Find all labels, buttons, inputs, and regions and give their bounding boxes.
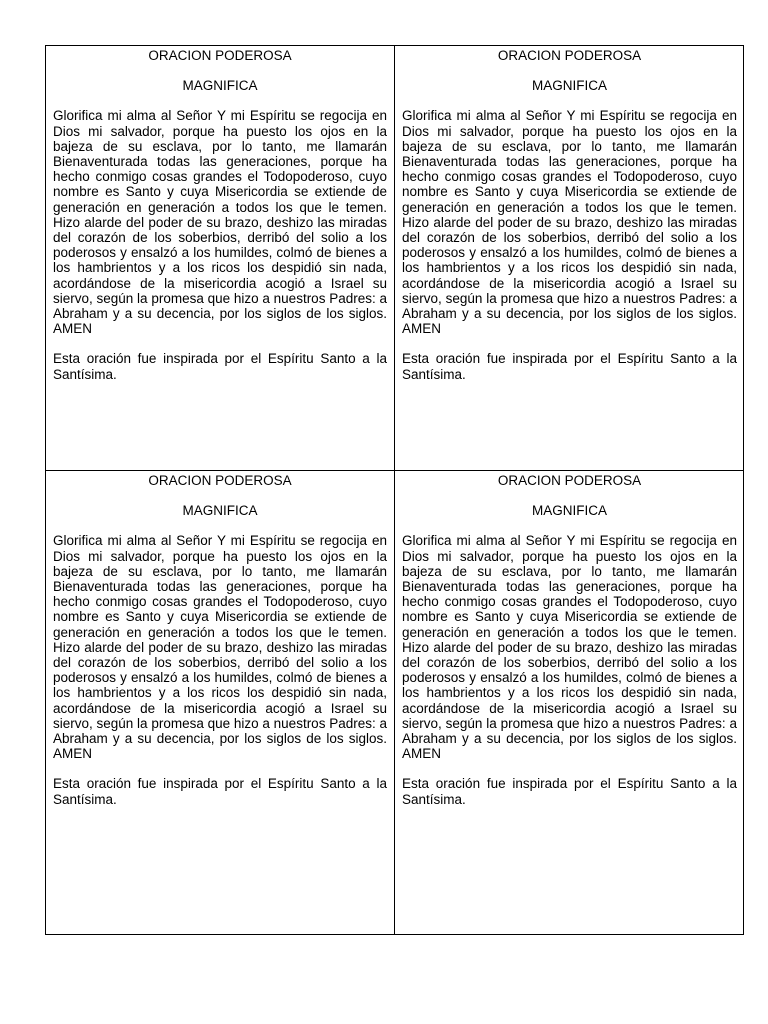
card-title: ORACION PODEROSA bbox=[148, 473, 292, 488]
card-title: ORACION PODEROSA bbox=[148, 48, 292, 63]
prayer-card-sheet bbox=[45, 45, 744, 935]
prayer-card-top-right bbox=[395, 46, 744, 471]
card-prayer-text: Glorifica mi alma al Señor Y mi Espíritu se regocija en Dios mi salvador, porque ha puesto los ojos en la bajeza de su esclava, por lo tanto, me llamarán Bienaventurada todas las generaciones, porque ha hecho conmigo cosas grandes el Todopoderoso, cuyo nombre es Santo y cuya Misericordia se extiende de generación en generación a todos los que le temen. Hizo alarde del poder de su brazo, deshizo las miradas del corazón de los soberbios, derribó del solio a los poderosos y ensalzó a los humildes, colmó de bienes a los hambrientos y a los ricos los despidió sin nada, acordándose de la misericordia acogió a Israel su siervo, según la promesa que hizo a nuestros Padres: a Abraham y a su decencia, por los siglos de los siglos. AMEN bbox=[53, 533, 387, 762]
card-title: ORACION PODEROSA bbox=[497, 473, 642, 488]
card-prayer-text: Glorifica mi alma al Señor Y mi Espíritu se regocija en Dios mi salvador, porque ha puesto los ojos en la bajeza de su esclava, por lo tanto, me llamarán Bienaventurada todas las generaciones, porque ha hecho conmigo cosas grandes el Todopoderoso, cuyo nombre es Santo y cuya Misericordia se extiende de generación en generación a todos los que le temen. Hizo alarde del poder de su brazo, deshizo las miradas del corazón de los soberbios, derribó del solio a los poderosos y ensalzó a los humildes, colmó de bienes a los hambrientos y a los ricos los despidió sin nada, acordándose de la misericordia acogió a Israel su siervo, según la promesa que hizo a nuestros Padres: a Abraham y a su decencia, por los siglos de los siglos. AMEN bbox=[53, 108, 387, 337]
card-note: Esta oración fue inspirada por el Espíritu Santo a la Santísima. bbox=[53, 776, 387, 807]
card-note: Esta oración fue inspirada por el Espíritu Santo a la Santísima. bbox=[53, 351, 387, 382]
card-subtitle: MAGNIFICA bbox=[182, 503, 258, 519]
card-subtitle: MAGNIFICA bbox=[531, 78, 607, 94]
card-prayer-text: Glorifica mi alma al Señor Y mi Espíritu se regocija en Dios mi salvador, porque ha puesto los ojos en la bajeza de su esclava, por lo tanto, me llamarán Bienaventurada todas las generaciones, porque ha hecho conmigo cosas grandes el Todopoderoso, cuyo nombre es Santo y cuya Misericordia se extiende de generación en generación a todos los que le temen. Hizo alarde del poder de su brazo, deshizo las miradas del corazón de los soberbios, derribó del solio a los poderosos y ensalzó a los humildes, colmó de bienes a los hambrientos y a los ricos los despidió sin nada, acordándose de la misericordia acogió a Israel su siervo, según la promesa que hizo a nuestros Padres: a Abraham y a su decencia, por los siglos de los siglos. AMEN bbox=[402, 108, 737, 337]
prayer-card-bottom-right bbox=[395, 471, 744, 935]
card-prayer-text: Glorifica mi alma al Señor Y mi Espíritu se regocija en Dios mi salvador, porque ha puesto los ojos en la bajeza de su esclava, por lo tanto, me llamarán Bienaventurada todas las generaciones, porque ha hecho conmigo cosas grandes el Todopoderoso, cuyo nombre es Santo y cuya Misericordia se extiende de generación en generación a todos los que le temen. Hizo alarde del poder de su brazo, deshizo las miradas del corazón de los soberbios, derribó del solio a los poderosos y ensalzó a los humildes, colmó de bienes a los hambrientos y a los ricos los despidió sin nada, acordándose de la misericordia acogió a Israel su siervo, según la promesa que hizo a nuestros Padres: a Abraham y a su decencia, por los siglos de los siglos. AMEN bbox=[402, 533, 737, 762]
card-note: Esta oración fue inspirada por el Espíritu Santo a la Santísima. bbox=[402, 776, 737, 807]
prayer-card-bottom-left bbox=[46, 471, 395, 935]
prayer-card-top-left bbox=[46, 46, 395, 471]
card-subtitle: MAGNIFICA bbox=[531, 503, 607, 519]
card-subtitle: MAGNIFICA bbox=[182, 78, 258, 94]
card-title: ORACION PODEROSA bbox=[497, 48, 642, 63]
card-note: Esta oración fue inspirada por el Espíritu Santo a la Santísima. bbox=[402, 351, 737, 382]
